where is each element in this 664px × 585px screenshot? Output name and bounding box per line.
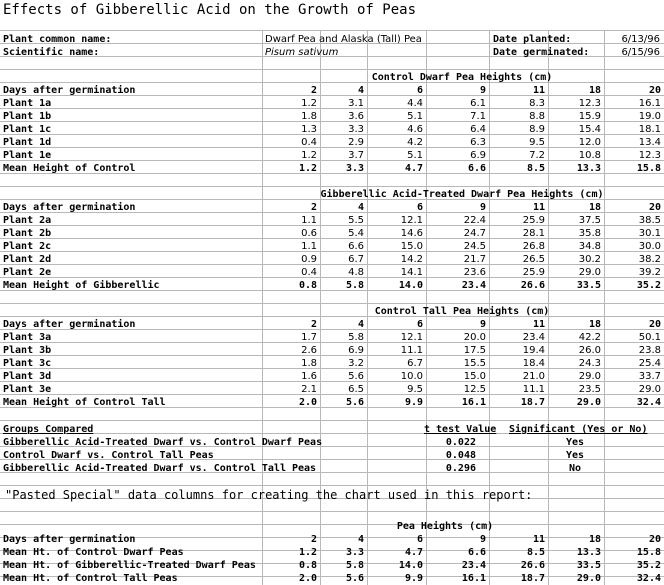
t1-value-cell[interactable]: 16.1 [638,98,661,109]
t1-value-cell[interactable]: 7.1 [470,111,486,122]
t3-mean-value[interactable]: 18.7 [520,397,545,408]
t3-row-label[interactable]: Plant 3b [3,345,52,356]
t1-value-cell[interactable]: 4.2 [407,137,423,148]
t3-day-6[interactable]: 6 [416,319,423,330]
t3-mean-value[interactable]: 32.4 [636,397,661,408]
t1-days-label[interactable]: Days after germination [3,85,136,96]
t1-value-cell[interactable]: 12.3 [638,150,661,161]
t3-value-cell[interactable]: 12.5 [463,384,486,395]
row-gridline [0,511,664,512]
pasted-value-cell[interactable]: 15.8 [636,547,661,558]
pasted-day-9[interactable]: 9 [479,534,486,545]
t2-mean-value[interactable]: 33.5 [576,280,601,291]
t2-value-cell[interactable]: 37.5 [578,215,601,226]
t2-value-cell[interactable]: 23.6 [463,267,486,278]
t3-value-cell[interactable]: 12.1 [400,332,423,343]
pasted-value-cell[interactable]: 35.2 [636,560,661,571]
t2-value-cell[interactable]: 35.8 [578,228,601,239]
t2-mean-value[interactable]: 5.8 [345,280,364,291]
t1-row-label[interactable]: Plant 1a [3,98,52,109]
t3-mean-value[interactable]: 9.9 [404,397,423,408]
t3-value-cell[interactable]: 10.0 [400,371,423,382]
t3-value-cell[interactable]: 6.9 [348,345,364,356]
t1-value-cell[interactable]: 6.4 [470,124,486,135]
t1-value-cell[interactable]: 9.5 [529,137,545,148]
t3-value-cell[interactable]: 50.1 [638,332,661,343]
t1-value-cell[interactable]: 7.2 [529,150,545,161]
pasted-value-cell[interactable]: 29.0 [576,573,601,584]
pasted-value-cell[interactable]: 14.0 [398,560,423,571]
t1-row-label[interactable]: Plant 1c [3,124,52,135]
t2-value-cell[interactable]: 6.7 [348,254,364,265]
pasted-value-cell[interactable]: 9.9 [404,573,423,584]
row-gridline [0,485,664,486]
t3-value-cell[interactable]: 17.5 [463,345,486,356]
t2-row-label[interactable]: Plant 2a [3,215,52,226]
t2-value-cell[interactable]: 22.4 [463,215,486,226]
t1-value-cell[interactable]: 1.3 [301,124,317,135]
t2-value-cell[interactable]: 0.6 [301,228,317,239]
t1-day-6[interactable]: 6 [416,85,423,96]
t1-row-label[interactable]: Plant 1e [3,150,52,161]
t2-value-cell[interactable]: 21.7 [463,254,486,265]
t1-value-cell[interactable]: 8.3 [529,98,545,109]
t3-value-cell[interactable]: 20.0 [463,332,486,343]
pasted-value-cell[interactable]: 32.4 [636,573,661,584]
t3-value-cell[interactable]: 2.1 [301,384,317,395]
t1-value-cell[interactable]: 3.3 [348,124,364,135]
t3-days-label[interactable]: Days after germination [3,319,136,330]
scientific-name-label[interactable]: Scientific name: [3,47,100,58]
comparison-significant[interactable]: Yes [565,437,585,448]
comparison-label[interactable]: Gibberellic Acid-Treated Dwarf vs. Control Tall Peas [3,463,317,474]
comparison-label[interactable]: Gibberellic Acid-Treated Dwarf vs. Control Dwarf Peas [3,437,323,448]
row-gridline [0,420,664,421]
t2-mean-value[interactable]: 35.2 [636,280,661,291]
t3-value-cell[interactable]: 5.6 [348,371,364,382]
t3-value-cell[interactable]: 25.4 [638,358,661,369]
row-gridline [0,30,664,31]
pasted-value-cell[interactable]: 23.4 [461,560,486,571]
comparison-label[interactable]: Control Dwarf vs. Control Tall Peas [3,450,214,461]
t2-value-cell[interactable]: 0.9 [301,254,317,265]
t3-value-cell[interactable]: 23.5 [578,384,601,395]
t3-value-cell[interactable]: 29.0 [578,371,601,382]
t3-day-9[interactable]: 9 [479,319,486,330]
t3-value-cell[interactable]: 1.6 [301,371,317,382]
t1-value-cell[interactable]: 6.9 [470,150,486,161]
date-planted-value[interactable]: 6/13/96 [621,34,660,45]
comparison-t-value[interactable]: 0.296 [445,463,476,474]
t2-value-cell[interactable]: 34.8 [578,241,601,252]
comparison-t-value[interactable]: 0.048 [445,450,476,461]
t2-row-label[interactable]: Plant 2d [3,254,52,265]
t1-value-cell[interactable]: 4.6 [407,124,423,135]
pasted-value-cell[interactable]: 33.5 [576,560,601,571]
t2-value-cell[interactable]: 28.1 [522,228,545,239]
t2-mean-value[interactable]: 23.4 [461,280,486,291]
t1-value-cell[interactable]: 15.9 [578,111,601,122]
significant-header[interactable]: Significant (Yes or No) [509,424,648,435]
t1-day-20[interactable]: 20 [648,85,661,96]
t2-value-cell[interactable]: 6.6 [348,241,364,252]
pasted-day-2[interactable]: 2 [310,534,317,545]
t1-value-cell[interactable]: 12.0 [578,137,601,148]
pasted-value-cell[interactable]: 16.1 [461,573,486,584]
t3-value-cell[interactable]: 24.3 [578,358,601,369]
pasted-day-4[interactable]: 4 [357,534,364,545]
t1-mean-value[interactable]: 6.6 [467,163,486,174]
t3-value-cell[interactable]: 2.6 [301,345,317,356]
t2-value-cell[interactable]: 4.8 [348,267,364,278]
t3-value-cell[interactable]: 29.0 [638,384,661,395]
pasted-day-6[interactable]: 6 [416,534,423,545]
t2-day-2[interactable]: 2 [310,202,317,213]
pasted-value-cell[interactable]: 5.8 [345,560,364,571]
t2-day-11[interactable]: 11 [532,202,545,213]
t3-value-cell[interactable]: 42.2 [578,332,601,343]
t1-value-cell[interactable]: 18.1 [638,124,661,135]
t2-value-cell[interactable]: 12.1 [400,215,423,226]
t3-mean-value[interactable]: 5.6 [345,397,364,408]
row-gridline [0,186,664,187]
t3-value-cell[interactable]: 19.4 [522,345,545,356]
t2-value-cell[interactable]: 24.7 [463,228,486,239]
t3-value-cell[interactable]: 11.1 [522,384,545,395]
row-gridline [0,69,664,70]
t1-value-cell[interactable]: 15.4 [578,124,601,135]
date-germinated-value[interactable]: 6/15/96 [621,47,660,58]
t2-value-cell[interactable]: 38.5 [638,215,661,226]
comparison-significant[interactable]: No [568,463,582,474]
t2-value-cell[interactable]: 0.4 [301,267,317,278]
t1-value-cell[interactable]: 8.9 [529,124,545,135]
scientific-name-value[interactable]: Pisum sativum [265,47,339,58]
pasted-value-cell[interactable]: 13.3 [576,547,601,558]
t1-value-cell[interactable]: 3.7 [348,150,364,161]
t3-value-cell[interactable]: 23.8 [638,345,661,356]
t1-day-18[interactable]: 18 [588,85,601,96]
t1-value-cell[interactable]: 4.4 [407,98,423,109]
t1-row-label[interactable]: Plant 1b [3,111,52,122]
t-test-header[interactable]: t test Value [424,424,497,435]
date-planted-label[interactable]: Date planted: [493,34,572,45]
t2-mean-value[interactable]: 26.6 [520,280,545,291]
t2-value-cell[interactable]: 15.0 [400,241,423,252]
pasted-row-label[interactable]: Mean Ht. of Control Dwarf Peas [3,547,184,558]
t3-title[interactable]: Control Tall Pea Heights (cm) [374,306,550,317]
pasted-value-cell[interactable]: 8.5 [526,547,545,558]
t2-mean-value[interactable]: 0.8 [298,280,317,291]
pasted-special-heading[interactable]: "Pasted Special" data columns for creating the chart used in this report: [5,488,533,502]
t1-value-cell[interactable]: 6.1 [470,98,486,109]
t2-title[interactable]: Gibberellic Acid-Treated Dwarf Pea Heights (cm) [320,189,604,200]
t3-mean-value[interactable]: 2.0 [298,397,317,408]
t3-row-label[interactable]: Plant 3d [3,371,52,382]
pasted-value-cell[interactable]: 2.0 [298,573,317,584]
t2-value-cell[interactable]: 1.1 [301,215,317,226]
t2-value-cell[interactable]: 25.9 [522,215,545,226]
t1-mean-value[interactable]: 4.7 [404,163,423,174]
t3-value-cell[interactable]: 5.8 [348,332,364,343]
t2-mean-label[interactable]: Mean Height of Gibberellic [3,280,160,291]
t1-day-4[interactable]: 4 [357,85,364,96]
pasted-value-cell[interactable]: 18.7 [520,573,545,584]
t1-value-cell[interactable]: 8.8 [529,111,545,122]
pasted-value-cell[interactable]: 5.6 [345,573,364,584]
t2-value-cell[interactable]: 5.4 [348,228,364,239]
t2-day-20[interactable]: 20 [648,202,661,213]
row-gridline [0,303,664,304]
t3-value-cell[interactable]: 15.0 [463,371,486,382]
t1-value-cell[interactable]: 10.8 [578,150,601,161]
t1-value-cell[interactable]: 3.1 [348,98,364,109]
common-name-label[interactable]: Plant common name: [3,34,112,45]
t2-value-cell[interactable]: 30.0 [638,241,661,252]
t3-day-11[interactable]: 11 [532,319,545,330]
pasted-value-cell[interactable]: 26.6 [520,560,545,571]
t2-value-cell[interactable]: 25.9 [522,267,545,278]
t2-day-4[interactable]: 4 [357,202,364,213]
t1-mean-value[interactable]: 15.8 [636,163,661,174]
t1-value-cell[interactable]: 6.3 [470,137,486,148]
t2-day-6[interactable]: 6 [416,202,423,213]
t1-value-cell[interactable]: 13.4 [638,137,661,148]
t2-value-cell[interactable]: 29.0 [578,267,601,278]
t3-value-cell[interactable]: 1.7 [301,332,317,343]
t2-row-label[interactable]: Plant 2c [3,241,52,252]
t1-value-cell[interactable]: 1.2 [301,150,317,161]
pasted-row-label[interactable]: Mean Ht. of Gibberellic-Treated Dwarf Peas [3,560,256,571]
t2-row-label[interactable]: Plant 2e [3,267,52,278]
comparison-t-value[interactable]: 0.022 [445,437,476,448]
t1-day-2[interactable]: 2 [310,85,317,96]
pasted-value-cell[interactable]: 4.7 [404,547,423,558]
t2-value-cell[interactable]: 30.1 [638,228,661,239]
t3-value-cell[interactable]: 21.0 [522,371,545,382]
t2-value-cell[interactable]: 5.5 [348,215,364,226]
t1-day-9[interactable]: 9 [479,85,486,96]
date-germinated-label[interactable]: Date germinated: [493,47,590,58]
t3-day-20[interactable]: 20 [648,319,661,330]
t3-row-label[interactable]: Plant 3a [3,332,52,343]
t2-value-cell[interactable]: 14.2 [400,254,423,265]
t1-value-cell[interactable]: 1.2 [301,98,317,109]
t2-value-cell[interactable]: 24.5 [463,241,486,252]
t3-mean-value[interactable]: 16.1 [461,397,486,408]
t3-row-label[interactable]: Plant 3c [3,358,52,369]
sheet-title[interactable]: Effects of Gibberellic Acid on the Growth of Peas [3,2,417,18]
t3-value-cell[interactable]: 3.2 [348,358,364,369]
t2-day-18[interactable]: 18 [588,202,601,213]
groups-compared-header[interactable]: Groups Compared [3,424,94,435]
t2-value-cell[interactable]: 39.2 [638,267,661,278]
pasted-table-title[interactable]: Pea Heights (cm) [396,521,494,532]
t3-mean-label[interactable]: Mean Height of Control Tall [3,397,166,408]
t3-mean-value[interactable]: 29.0 [576,397,601,408]
t2-row-label[interactable]: Plant 2b [3,228,52,239]
t1-title[interactable]: Control Dwarf Pea Heights (cm) [371,72,553,83]
t1-value-cell[interactable]: 3.6 [348,111,364,122]
t1-value-cell[interactable]: 5.1 [407,111,423,122]
t1-value-cell[interactable]: 1.8 [301,111,317,122]
t1-day-11[interactable]: 11 [532,85,545,96]
t3-value-cell[interactable]: 6.7 [407,358,423,369]
pasted-value-cell[interactable]: 0.8 [298,560,317,571]
t2-value-cell[interactable]: 14.6 [400,228,423,239]
t1-value-cell[interactable]: 0.4 [301,137,317,148]
t1-mean-value[interactable]: 1.2 [298,163,317,174]
pasted-value-cell[interactable]: 3.3 [345,547,364,558]
t1-value-cell[interactable]: 19.0 [638,111,661,122]
t2-mean-value[interactable]: 14.0 [398,280,423,291]
pasted-day-11[interactable]: 11 [532,534,545,545]
pasted-value-cell[interactable]: 6.6 [467,547,486,558]
t1-row-label[interactable]: Plant 1d [3,137,52,148]
t3-value-cell[interactable]: 6.5 [348,384,364,395]
t1-value-cell[interactable]: 2.9 [348,137,364,148]
t2-value-cell[interactable]: 14.1 [400,267,423,278]
pasted-value-cell[interactable]: 1.2 [298,547,317,558]
t2-value-cell[interactable]: 38.2 [638,254,661,265]
t3-value-cell[interactable]: 33.7 [638,371,661,382]
t1-mean-value[interactable]: 13.3 [576,163,601,174]
t3-row-label[interactable]: Plant 3e [3,384,52,395]
common-name-value[interactable]: Dwarf Pea and Alaska (Tall) Pea [265,34,422,45]
t3-day-18[interactable]: 18 [588,319,601,330]
t3-value-cell[interactable]: 18.4 [522,358,545,369]
t3-day-4[interactable]: 4 [357,319,364,330]
t2-value-cell[interactable]: 26.5 [522,254,545,265]
t3-value-cell[interactable]: 26.0 [578,345,601,356]
t2-value-cell[interactable]: 30.2 [578,254,601,265]
t1-mean-value[interactable]: 8.5 [526,163,545,174]
t2-day-9[interactable]: 9 [479,202,486,213]
t3-value-cell[interactable]: 23.4 [522,332,545,343]
t3-day-2[interactable]: 2 [310,319,317,330]
pasted-day-20[interactable]: 20 [648,534,661,545]
t1-value-cell[interactable]: 12.3 [578,98,601,109]
t2-value-cell[interactable]: 26.8 [522,241,545,252]
pasted-days-label[interactable]: Days after germination [3,534,136,545]
t2-days-label[interactable]: Days after germination [3,202,136,213]
pasted-day-18[interactable]: 18 [588,534,601,545]
t3-value-cell[interactable]: 11.1 [400,345,423,356]
comparison-significant[interactable]: Yes [565,450,585,461]
pasted-row-label[interactable]: Mean Ht. of Control Tall Peas [3,573,178,584]
t1-value-cell[interactable]: 5.1 [407,150,423,161]
t3-value-cell[interactable]: 15.5 [463,358,486,369]
t1-mean-value[interactable]: 3.3 [345,163,364,174]
t3-value-cell[interactable]: 9.5 [407,384,423,395]
t2-value-cell[interactable]: 1.1 [301,241,317,252]
t3-value-cell[interactable]: 1.8 [301,358,317,369]
t1-mean-label[interactable]: Mean Height of Control [3,163,136,174]
